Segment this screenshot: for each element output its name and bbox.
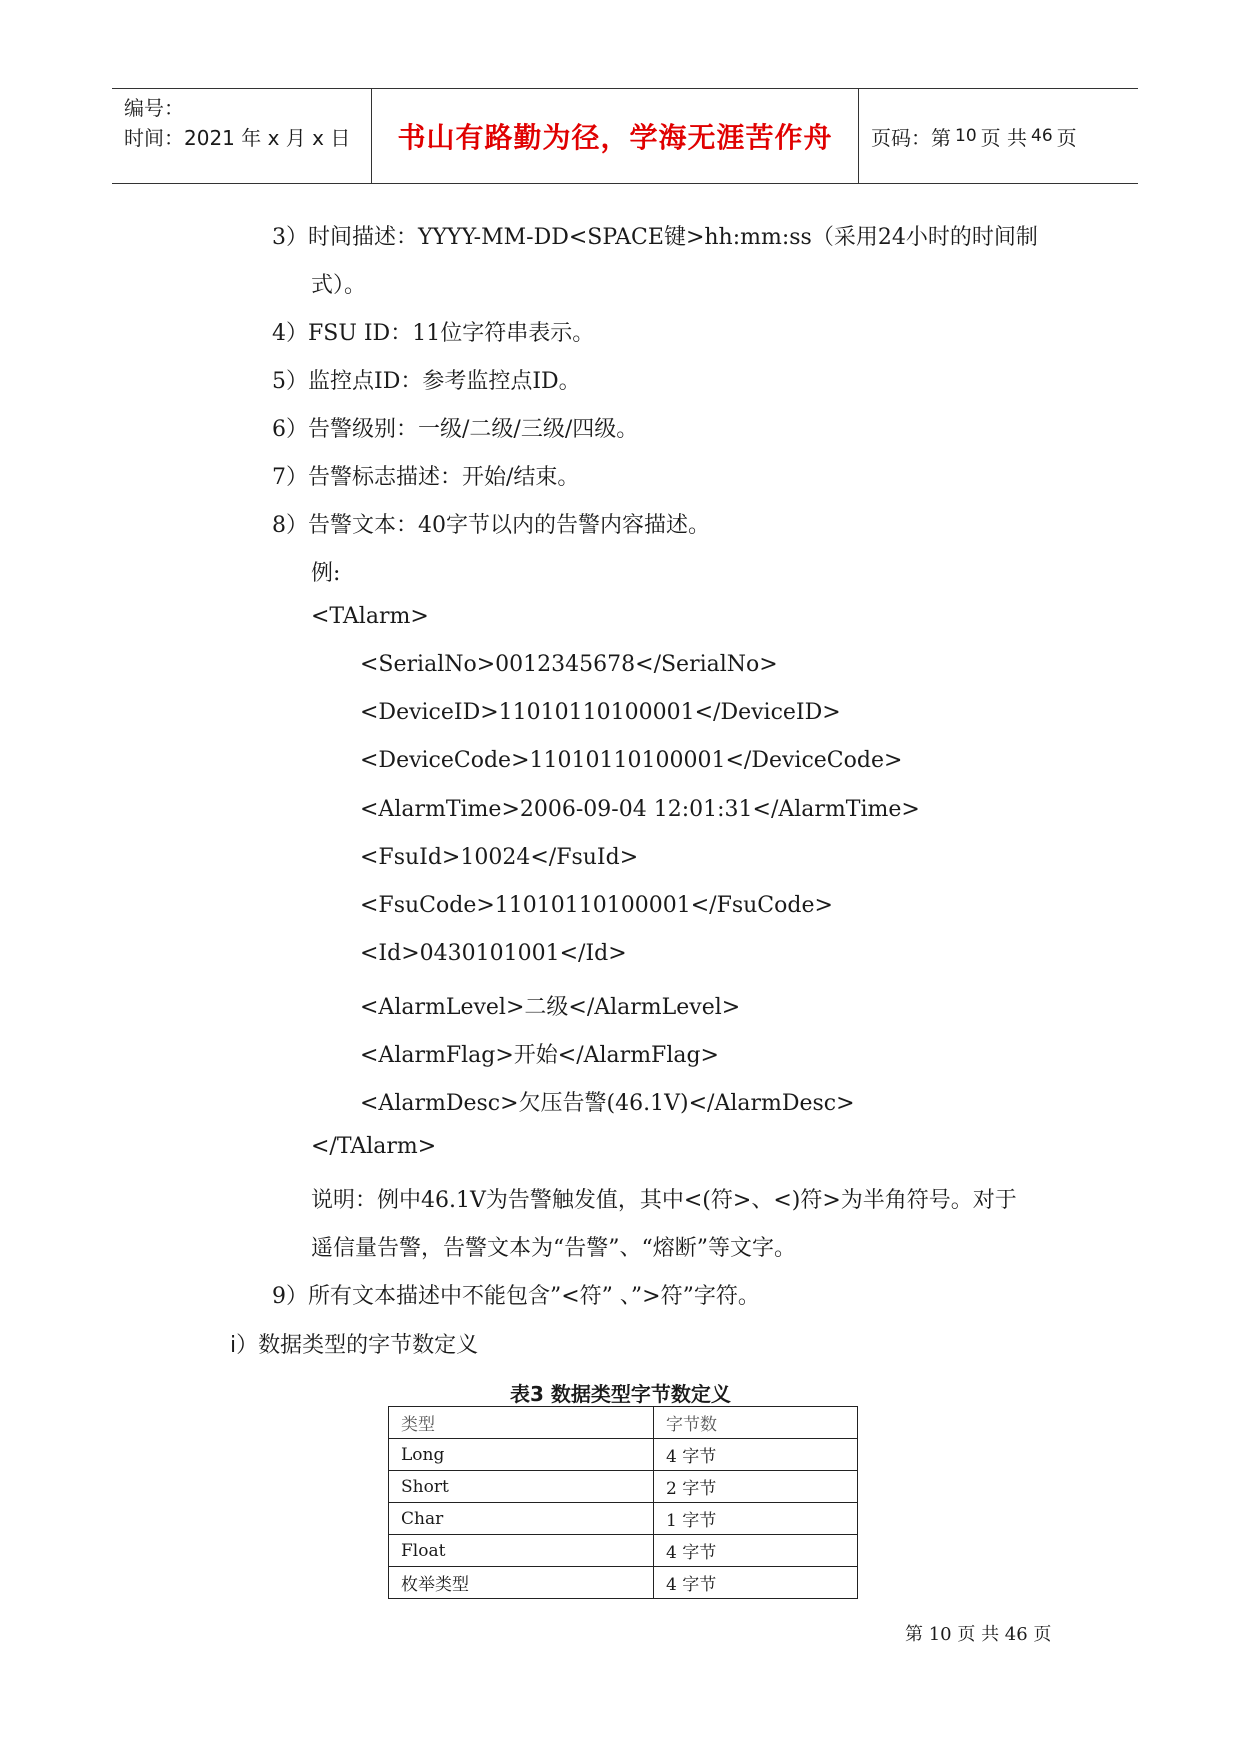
item-9: 9）所有文本描述中不能包含”<符” 、”>符”字符。 (272, 1284, 760, 1309)
example-label: 例: (311, 561, 341, 586)
header-type: 类型 (389, 1407, 654, 1439)
section-i-heading: i）数据类型的字节数定义 (230, 1333, 479, 1358)
bytes-cell: 4 字节 (654, 1535, 858, 1567)
table-caption: 表3 数据类型字节数定义 (510, 1382, 731, 1406)
xml-fsuid: <FsuId>10024</FsuId> (360, 845, 639, 870)
item-4: 4）FSU ID：11位字符串表示。 (272, 321, 595, 346)
data-type-table (388, 1406, 858, 1599)
table-row (389, 1439, 858, 1471)
page-footer: 第 10 页 共 46 页 (905, 1624, 1052, 1645)
table-row (389, 1567, 858, 1599)
xml-devicecode: <DeviceCode>11010110100001</DeviceCode> (360, 748, 903, 773)
item-8: 8）告警文本：40字节以内的告警内容描述。 (272, 513, 710, 538)
note-line2: 遥信量告警，告警文本为“告警”、“熔断”等文字。 (311, 1236, 796, 1261)
item-7: 7）告警标志描述：开始/结束。 (272, 465, 580, 490)
bytes-cell: 4 字节 (654, 1567, 858, 1599)
bytes-cell: 4 字节 (654, 1439, 858, 1471)
type-cell: Float (389, 1535, 654, 1567)
header-meta (112, 89, 372, 183)
item-5: 5）监控点ID：参考监控点ID。 (272, 369, 581, 394)
header-bytes: 字节数 (654, 1407, 858, 1439)
table-header-row (389, 1407, 858, 1439)
item-6: 6）告警级别：一级/二级/三级/四级。 (272, 417, 639, 442)
page-suffix: 页 (1056, 125, 1077, 150)
table-row (389, 1471, 858, 1503)
page-total: 46 (1031, 126, 1053, 146)
bytes-cell: 2 字节 (654, 1471, 858, 1503)
xml-alarmlevel: <AlarmLevel>二级</AlarmLevel> (360, 995, 741, 1020)
type-cell: Long (389, 1439, 654, 1471)
page-number: 10 (955, 126, 977, 146)
table-row (389, 1503, 858, 1535)
page-header (112, 88, 1138, 184)
xml-close-talarm: </TAlarm> (311, 1134, 437, 1159)
table-row (389, 1535, 858, 1567)
page-prefix: 页码：第 (871, 125, 951, 150)
item-3-line1: 3）时间描述：YYYY-MM-DD<SPACE键>hh:mm:ss（采用24小时的时间制 (272, 225, 1038, 250)
type-cell: 枚举类型 (389, 1567, 654, 1599)
note-line1: 说明：例中46.1V为告警触发值，其中<(符>、<)符>为半角符号。对于 (311, 1188, 1017, 1213)
xml-alarmdesc: <AlarmDesc>欠压告警(46.1V)</AlarmDesc> (360, 1091, 855, 1116)
header-motto: 书山有路勤为径，学海无涯苦作舟 (372, 89, 859, 183)
doc-number-label: 编号： (124, 96, 184, 120)
header-page-info (859, 89, 1138, 183)
xml-serialno: <SerialNo>0012345678</SerialNo> (360, 652, 778, 677)
item-3-line2: 式）。 (311, 273, 367, 298)
xml-id: <Id>0430101001</Id> (360, 941, 627, 966)
xml-fsucode: <FsuCode>11010110100001</FsuCode> (360, 893, 833, 918)
xml-open-talarm: <TAlarm> (311, 604, 429, 629)
page-mid: 页 共 (980, 125, 1027, 150)
type-cell: Short (389, 1471, 654, 1503)
doc-time-label: 时间：2021 年 x 月 x 日 (124, 126, 351, 150)
xml-deviceid: <DeviceID>11010110100001</DeviceID> (360, 700, 841, 725)
type-cell: Char (389, 1503, 654, 1535)
xml-alarmflag: <AlarmFlag>开始</AlarmFlag> (360, 1043, 719, 1068)
bytes-cell: 1 字节 (654, 1503, 858, 1535)
xml-alarmtime: <AlarmTime>2006-09-04 12:01:31</AlarmTime> (360, 797, 920, 822)
